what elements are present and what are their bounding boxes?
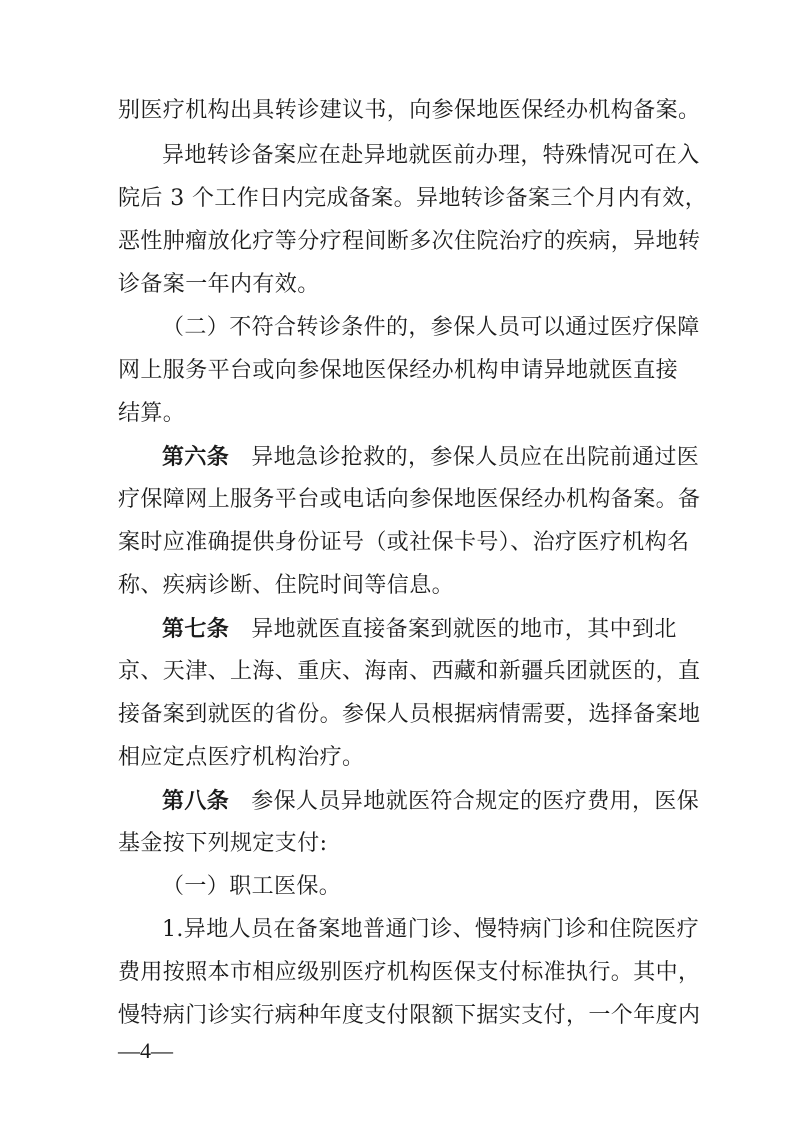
section-heading: （一）职工医保。 — [162, 874, 342, 899]
text-line: 网上服务平台或向参保地医保经办机构申请异地就医直接 — [118, 358, 679, 383]
article-8-text: 参保人员异地就医符合规定的医疗费用，医保 — [251, 789, 700, 814]
article-6-line — [162, 442, 796, 473]
text-line: 案时应准确提供身份证号（或社保卡号）、治疗医疗机构名 — [118, 530, 690, 555]
text-line: 称、疾病诊断、住院时间等信息。 — [118, 573, 455, 598]
text-line: 基金按下列规定支付: — [118, 831, 328, 856]
text-line: 院后 3 个工作日内完成备案。异地转诊备案三个月内有效， — [118, 186, 708, 211]
article-8-line — [162, 786, 796, 817]
article-7-line — [162, 614, 796, 645]
text-line: 别医疗机构出具转诊建议书，向参保地医保经办机构备案。 — [118, 98, 701, 123]
article-7-heading: 第七条 — [162, 616, 230, 642]
paragraph-line: 异地转诊备案应在赴异地就医前办理，特殊情况可在入 — [162, 143, 700, 168]
text-line: 慢特病门诊实行病种年度支付限额下据实支付，一个年度内 — [118, 1003, 701, 1028]
paragraph-line: （二）不符合转诊条件的，参保人员可以通过医疗保障 — [162, 315, 700, 340]
article-6-heading: 第六条 — [162, 444, 230, 470]
text-line: 诊备案一年内有效。 — [118, 272, 320, 297]
text-line: 京、天津、上海、重庆、海南、西藏和新疆兵团就医的，直 — [118, 659, 701, 684]
text-line: 疗保障网上服务平台或电话向参保地医保经办机构备案。备 — [118, 487, 701, 512]
text-line: 费用按照本市相应级别医疗机构医保支付标准执行。其中， — [118, 960, 701, 985]
article-7-text: 异地就医直接备案到就医的地市，其中到北 — [251, 617, 677, 642]
text-line: 结算。 — [118, 401, 186, 426]
paragraph-line: 1.异地人员在备案地普通门诊、慢特病门诊和住院医疗 — [162, 917, 699, 942]
article-6-text: 异地急诊抢救的，参保人员应在出院前通过医 — [251, 445, 700, 470]
article-8-heading: 第八条 — [162, 788, 230, 814]
text-line: 恶性肿瘤放化疗等分疗程间断多次住院治疗的疾病，异地转 — [118, 229, 701, 254]
text-line: 接备案到就医的省份。参保人员根据病情需要，选择备案地 — [118, 702, 701, 727]
text-line: 相应定点医疗机构治疗。 — [118, 745, 365, 770]
page-number: —4— — [118, 1038, 173, 1063]
